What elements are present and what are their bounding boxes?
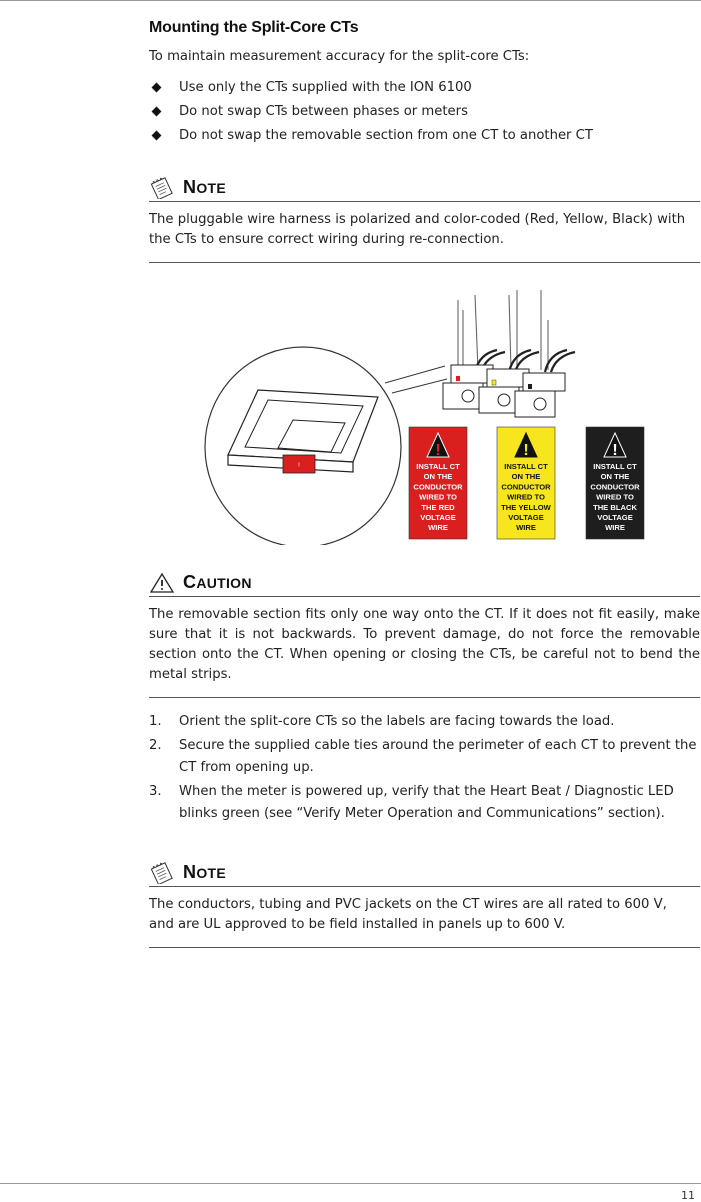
warning-label-text: CONDUCTOR [501, 482, 551, 492]
warning-label-text: THE RED [421, 502, 455, 512]
note-header [149, 860, 700, 887]
note-label: NOTE [183, 177, 226, 197]
list-item: Do not swap the removable section from one CT to another CT [149, 126, 593, 150]
warning-label-text: THE BLACK [593, 502, 637, 512]
bullet-diamond-icon [152, 131, 162, 141]
caution-text: The removable section fits only one way onto the CT. If it does not fit easily, make sure that it is not backwards. To prevent damage, do not force the removable section onto the CT. When opening or closing the CTs, be careful not to bend the metal strips. [149, 607, 700, 682]
warning-label-text: INSTALL CT [416, 462, 460, 471]
requirements-list [149, 78, 593, 150]
ct-figure [203, 290, 701, 545]
caution-end-rule [149, 697, 700, 698]
warning-label-text: VOLTAGE [597, 513, 633, 522]
caution-header [149, 571, 700, 597]
warning-label-2 [586, 427, 644, 539]
ct-marker-black [528, 384, 532, 389]
warning-label-text: THE YELLOW [501, 502, 551, 512]
caution-label: CAUTION [183, 572, 252, 592]
warning-label-text: VOLTAGE [508, 513, 544, 522]
note-label: NOTE [183, 862, 226, 882]
note-text: The pluggable wire harness is polarized and color-coded (Red, Yellow, Black) with the CTs to ensure correct wiring during re-connection. [149, 212, 686, 247]
warning-label-text: WIRED TO [507, 492, 545, 502]
note-pad-icon [149, 177, 175, 199]
warning-label-text: ON THE [600, 472, 630, 482]
note-header [149, 175, 700, 202]
steps-list [149, 711, 700, 827]
svg-text:!: ! [523, 442, 529, 459]
warning-label-text: WIRE [428, 523, 448, 533]
bottom-rule [0, 1183, 701, 1184]
warning-label-text: CONDUCTOR [413, 482, 463, 492]
note-block [149, 860, 700, 948]
callout-line [392, 379, 447, 393]
caution-block [149, 571, 700, 698]
step-item: 1. Orient the split-core CTs so the labels are facing towards the load. [149, 714, 615, 729]
bullet-diamond-icon [152, 107, 162, 117]
warning-label-text: WIRED TO [419, 492, 457, 502]
svg-text:!: ! [435, 442, 441, 459]
callout-line [385, 366, 445, 383]
note-block [149, 175, 700, 263]
warning-label-text: INSTALL CT [504, 462, 548, 471]
warning-label-text: WIRED TO [596, 492, 634, 502]
warning-label-text: CONDUCTOR [590, 482, 640, 492]
warning-triangle-icon [149, 572, 175, 594]
svg-text:!: ! [612, 442, 618, 459]
step-item: 2. Secure the supplied cable ties around the perimeter of each CT to prevent the CT from opening up. [149, 738, 697, 775]
note-pad-icon [149, 862, 175, 884]
section-title: Mounting the Split-Core CTs [149, 19, 359, 36]
ct-illustration [203, 290, 701, 545]
ct-marker-red [456, 376, 460, 381]
svg-text:!: ! [298, 463, 300, 469]
ct-marker-yellow [492, 380, 496, 385]
warning-label-text: ON THE [511, 472, 541, 482]
step-item: 3. When the meter is powered up, verify that the Heart Beat / Diagnostic LED blinks green (see “Verify Meter Operation and Communications” section). [149, 784, 674, 821]
note-end-rule [149, 262, 700, 263]
warning-label-0 [409, 427, 467, 539]
warning-label-1 [497, 427, 555, 539]
page-number: 11 [681, 1189, 695, 1202]
note-end-rule [149, 947, 700, 948]
warning-label-text: VOLTAGE [420, 513, 456, 522]
list-item: Use only the CTs supplied with the ION 6100 [149, 78, 593, 102]
warning-label-text: ON THE [423, 472, 453, 482]
bullet-diamond-icon [152, 83, 162, 93]
warning-label-text: WIRE [516, 523, 536, 533]
warning-label-text: WIRE [605, 523, 625, 533]
top-rule [0, 0, 701, 1]
list-item: Do not swap CTs between phases or meters [149, 102, 593, 126]
warning-label-text: INSTALL CT [593, 462, 637, 471]
note-text: The conductors, tubing and PVC jackets on the CT wires are all rated to 600 V, and are UL approved to be field installed in panels up to 600 V. [149, 897, 667, 932]
intro-text: To maintain measurement accuracy for the split-core CTs: [149, 49, 530, 64]
